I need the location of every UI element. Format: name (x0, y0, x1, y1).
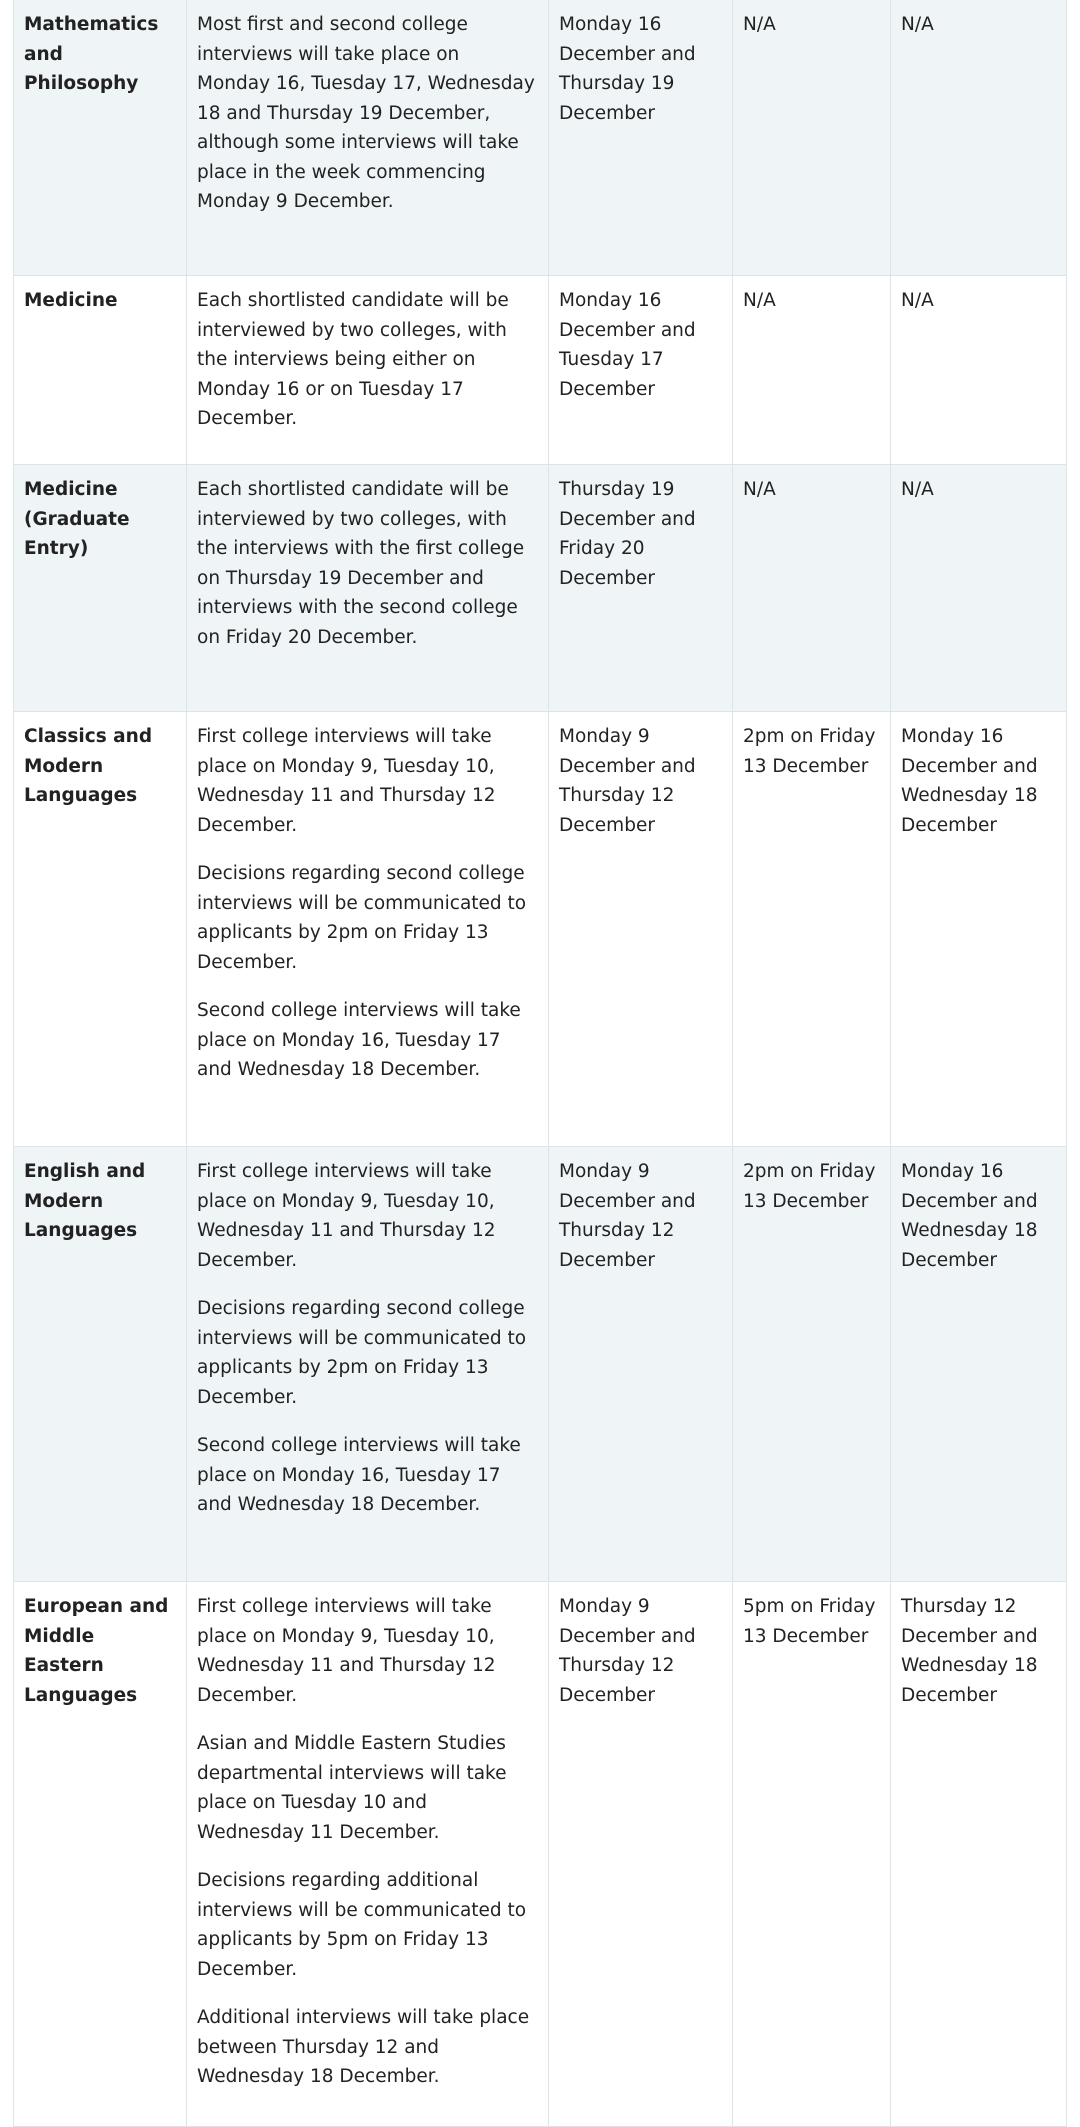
decision-cell: N/A (732, 0, 890, 275)
details-cell (186, 0, 548, 275)
details-paragraph: Decisions regarding second college interviews will be communicated to applicants by 2pm on Friday 13 December. (197, 1298, 527, 1408)
details-paragraph: Decisions regarding second college interviews will be communicated to applicants by 2pm on Friday 13 December. (197, 863, 527, 973)
details-paragraph: First college interviews will take place on Monday 9, Tuesday 10, Wednesday 11 and Thursday 12 December. (197, 1161, 496, 1271)
subject-cell: Medicine (24, 290, 118, 311)
details-paragraph: First college interviews will take place on Monday 9, Tuesday 10, Wednesday 11 and Thursday 12 December. (197, 726, 496, 836)
details-cell (186, 712, 548, 1146)
table-row (14, 0, 1066, 275)
details-paragraph: Additional interviews will take place between Thursday 12 and Wednesday 18 December. (197, 2007, 530, 2087)
details-paragraph: Second college interviews will take place on Monday 16, Tuesday 17 and Wednesday 18 December. (197, 1000, 521, 1080)
table-row (14, 275, 1066, 464)
first-interviews-cell: Monday 16 December and Tuesday 17 December (548, 276, 732, 464)
decision-cell: 2pm on Friday 13 December (732, 712, 890, 1146)
first-interviews-cell: Monday 9 December and Thursday 12 December (548, 1147, 732, 1581)
details-paragraph: First college interviews will take place on Monday 9, Tuesday 10, Wednesday 11 and Thursday 12 December. (197, 1596, 496, 1706)
first-interviews-cell: Monday 9 December and Thursday 12 December (548, 1582, 732, 2126)
table-row (14, 711, 1066, 1146)
details-cell (186, 1147, 548, 1581)
subject-cell: Classics and Modern Languages (24, 726, 153, 806)
second-interviews-cell: Thursday 12 December and Wednesday 18 December (890, 1582, 1066, 2126)
second-interviews-cell: N/A (890, 276, 1066, 464)
table-row (14, 1581, 1066, 2126)
second-interviews-cell: Monday 16 December and Wednesday 18 December (890, 1147, 1066, 1581)
second-interviews-cell: N/A (890, 465, 1066, 711)
first-interviews-cell: Monday 9 December and Thursday 12 December (548, 712, 732, 1146)
details-cell (186, 465, 548, 711)
subject-cell: Medicine (Graduate Entry) (24, 479, 130, 559)
subject-cell: European and Middle Eastern Languages (24, 1596, 169, 1706)
details-paragraph: Decisions regarding additional interviews will be communicated to applicants by 5pm on Friday 13 December. (197, 1870, 527, 1980)
details-cell (186, 276, 548, 464)
first-interviews-cell: Monday 16 December and Thursday 19 December (548, 0, 732, 275)
table-row (14, 464, 1066, 711)
decision-cell: N/A (732, 276, 890, 464)
subject-cell: English and Modern Languages (24, 1161, 146, 1241)
table-row (14, 1146, 1066, 1581)
details-paragraph: Each shortlisted candidate will be interviewed by two colleges, with the interviews with the first college on Thursday 19 December and interviews with the second college on Friday 20 December. (197, 479, 525, 648)
details-paragraph: Most first and second college interviews will take place on Monday 16, Tuesday 17, Wednesday 18 and Thursday 19 December, although some interviews will take place in the week commencing Monday 9 December. (197, 14, 535, 212)
second-interviews-cell: N/A (890, 0, 1066, 275)
details-paragraph: Second college interviews will take place on Monday 16, Tuesday 17 and Wednesday 18 December. (197, 1435, 521, 1515)
second-interviews-cell: Monday 16 December and Wednesday 18 December (890, 712, 1066, 1146)
details-cell (186, 1582, 548, 2126)
details-paragraph: Each shortlisted candidate will be interviewed by two colleges, with the interviews being either on Monday 16 or on Tuesday 17 December. (197, 290, 509, 429)
decision-cell: 5pm on Friday 13 December (732, 1582, 890, 2126)
first-interviews-cell: Thursday 19 December and Friday 20 December (548, 465, 732, 711)
interview-dates-table (13, 0, 1067, 2127)
details-paragraph: Asian and Middle Eastern Studies departmental interviews will take place on Tuesday 10 and Wednesday 11 December. (197, 1733, 507, 1843)
decision-cell: 2pm on Friday 13 December (732, 1147, 890, 1581)
subject-cell: Mathematics and Philosophy (24, 14, 159, 94)
decision-cell: N/A (732, 465, 890, 711)
